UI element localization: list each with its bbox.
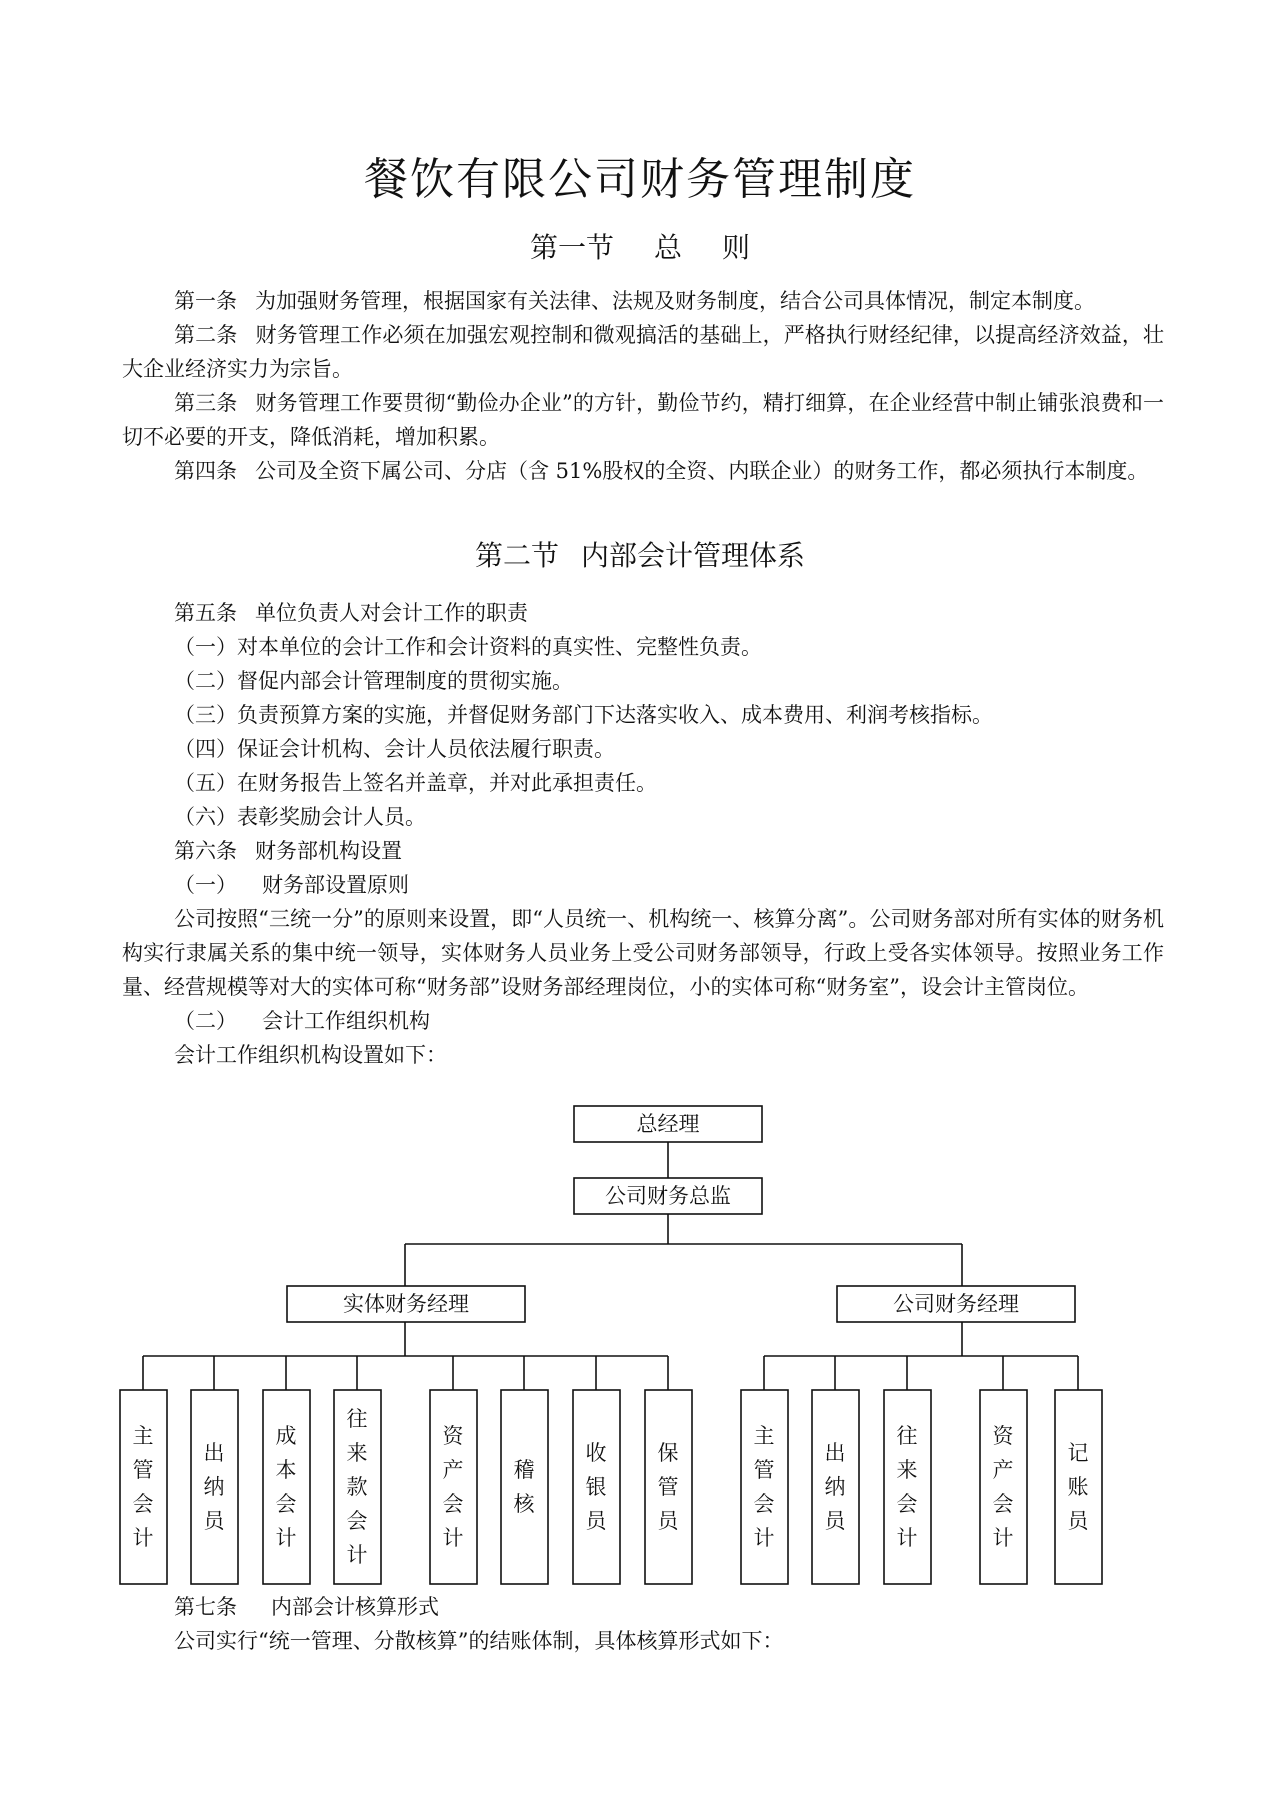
section-2-name: 内部会计管理体系 — [581, 539, 806, 572]
article-no: 第六条 — [174, 839, 237, 863]
left-role-label: 收银员 — [585, 1441, 607, 1533]
duty-item: （二）督促内部会计管理制度的贯彻实施。 — [174, 669, 573, 693]
article-no: 第五条 — [174, 601, 237, 625]
duty-item: （三）负责预算方案的实施，并督促财务部门下达落实收入、成本费用、利润考核指标。 — [174, 703, 993, 727]
duty-item: （六）表彰奖励会计人员。 — [174, 805, 426, 829]
article-text: 为加强财务管理，根据国家有关法律、法规及财务制度，结合公司具体情况，制定本制度。 — [255, 289, 1095, 313]
article-7-paragraph: 公司实行“统一管理、分散核算”的结账体制，具体核算形式如下： — [174, 1629, 784, 1653]
document-title: 餐饮有限公司财务管理制度 — [364, 154, 916, 205]
section-2-label: 第二节 — [474, 539, 559, 572]
left-role-label: 成本会计 — [275, 1424, 297, 1550]
sub-label: （二） — [174, 1009, 237, 1033]
left-role-label: 主管会计 — [132, 1424, 154, 1550]
article-text: 财务管理工作要贯彻“勤俭办企业”的方针，勤俭节约，精打细算，在企业经营中制止铺张浪费和一切不必要的开支，降低消耗，增加积累。 — [122, 391, 1165, 449]
article-no: 第三条 — [174, 391, 238, 415]
article-no: 第四条 — [174, 459, 237, 483]
section-1-name2: 则 — [722, 231, 751, 264]
left-role-label: 资产会计 — [442, 1424, 464, 1550]
article-no: 第七条 — [174, 1595, 237, 1619]
org-cfo-label: 公司财务总监 — [605, 1184, 731, 1208]
article-no: 第一条 — [174, 289, 237, 313]
article-heading: 内部会计核算形式 — [271, 1595, 439, 1619]
section-1-label: 第一节 — [529, 231, 614, 264]
left-role-label: 保管员 — [657, 1441, 679, 1533]
article-heading: 单位负责人对会计工作的职责 — [255, 601, 528, 625]
org-right-manager-label: 公司财务经理 — [893, 1292, 1019, 1316]
principle-paragraph: 公司按照“三统一分”的原则来设置，即“人员统一、机构统一、核算分离”。公司财务部对所有实体的财务机构实行隶属关系的集中统一领导，实体财务人员业务上受公司财务部领导，行政上受各实体领导。按照业务工作量、经营规模等对大的实体可称“财务部”设财务部经理岗位，小的实体可称“财务室”，设会计主管岗位。 — [122, 907, 1164, 999]
sub-label: （一） — [174, 873, 237, 897]
right-role-label: 记账员 — [1067, 1441, 1089, 1533]
right-role-label: 主管会计 — [753, 1424, 775, 1550]
article-7 — [122, 1590, 1164, 1658]
left-role-label: 稽核 — [513, 1458, 535, 1516]
duty-item: （五）在财务报告上签名并盖章，并对此承担责任。 — [174, 771, 657, 795]
right-role-label: 出纳员 — [824, 1441, 846, 1533]
sub-text: 财务部设置原则 — [262, 873, 409, 897]
section-1-name: 总 — [653, 231, 682, 264]
org-left-manager-label: 实体财务经理 — [343, 1292, 469, 1316]
org-top-label: 总经理 — [636, 1112, 700, 1136]
article-7-heading — [122, 1590, 1164, 1624]
duty-item: （一）对本单位的会计工作和会计资料的真实性、完整性负责。 — [174, 635, 762, 659]
article-text: 公司及全资下属公司、分店（含 51%股权的全资、内联企业）的财务工作，都必须执行本制度。 — [255, 459, 1149, 483]
article-no: 第二条 — [174, 323, 238, 347]
right-role-label: 资产会计 — [992, 1424, 1014, 1550]
sub-text: 会计工作组织机构 — [262, 1009, 430, 1033]
left-role-label: 往来款会计 — [346, 1407, 368, 1567]
org-intro: 会计工作组织机构设置如下： — [174, 1043, 447, 1067]
left-role-label: 出纳员 — [203, 1441, 225, 1533]
duty-item: （四）保证会计机构、会计人员依法履行职责。 — [174, 737, 615, 761]
article-text: 财务管理工作必须在加强宏观控制和微观搞活的基础上，严格执行财经纪律，以提高经济效益，壮大企业经济实力为宗旨。 — [122, 323, 1165, 381]
article-heading: 财务部机构设置 — [255, 839, 402, 863]
right-role-label: 往来会计 — [896, 1424, 918, 1550]
